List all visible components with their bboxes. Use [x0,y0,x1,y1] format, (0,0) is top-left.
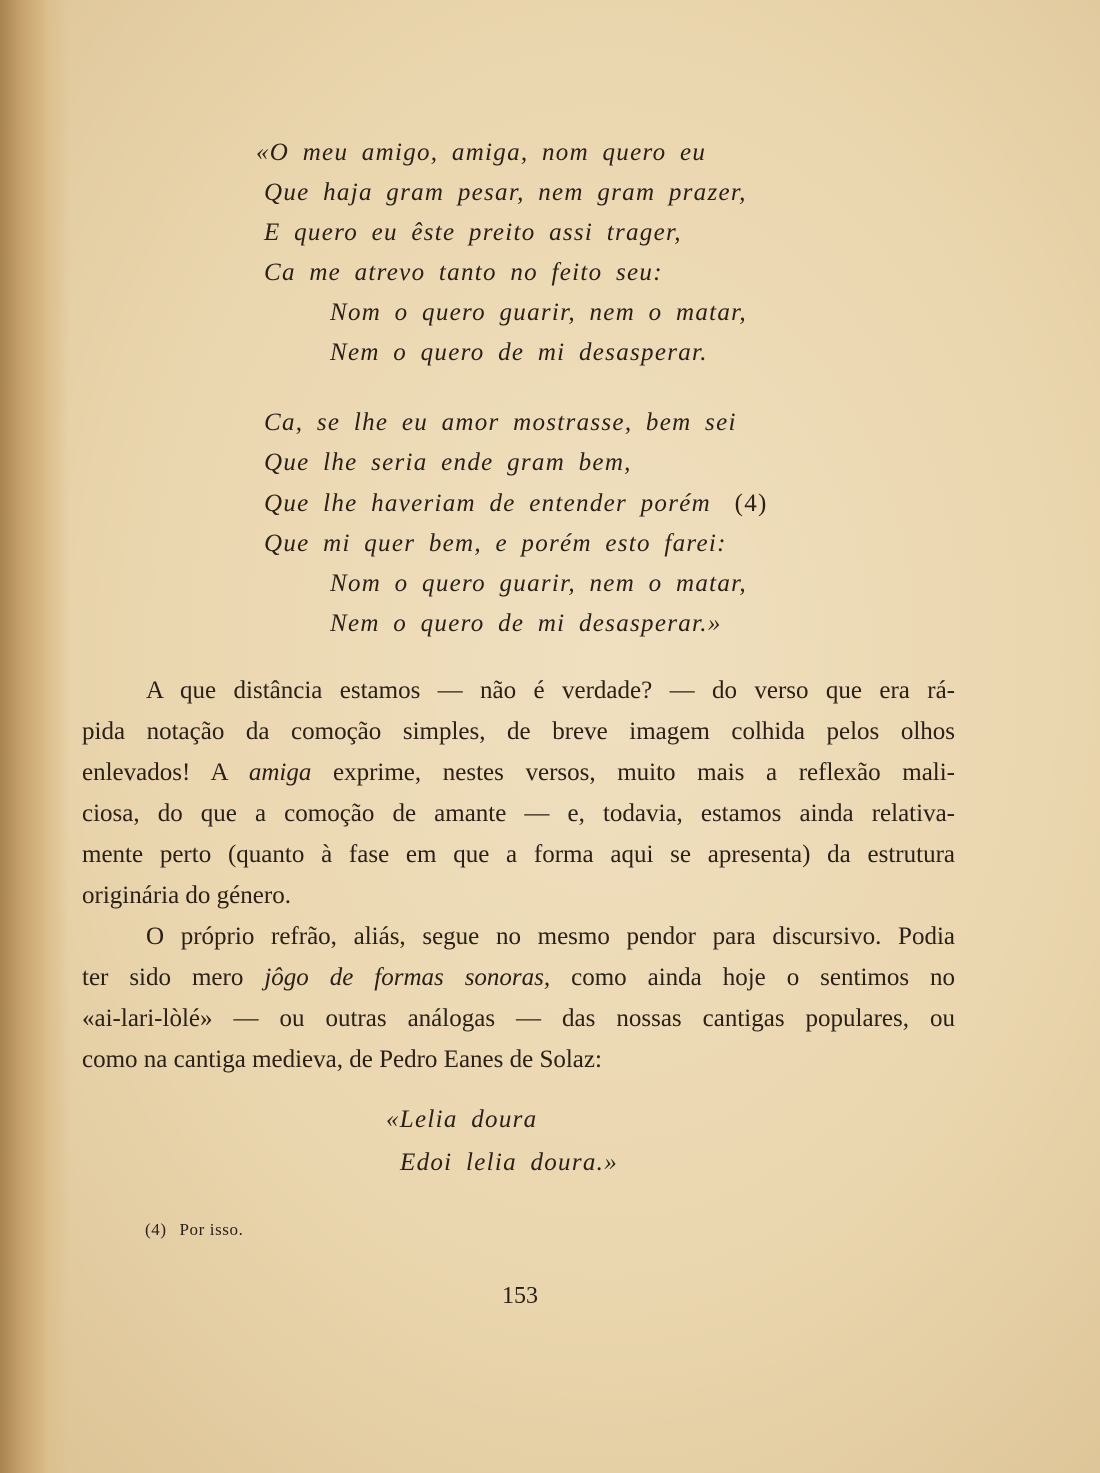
emphasis: jôgo de formas sonoras, [264,964,551,991]
verse-line: Nom o quero guarir, nem o matar, [330,570,747,597]
verse-text: Que lhe haveriam de entender porém [264,490,712,517]
footnote-reference: (4) [734,490,768,517]
text-line: como na cantiga medieva, de Pedro Eanes de Solaz: [82,1046,602,1073]
page-number: 153 [502,1283,538,1309]
verse-line: E quero eu êste preito assi trager, [264,219,682,246]
book-spine-shadow [0,0,70,1473]
emphasis: amiga [248,759,312,786]
verse-line: Que mi quer bem, e porém esto farei: [264,530,727,557]
footnote-text: Por isso. [179,1220,244,1239]
text-line: ciosa, do que a comoção de amante — e, todavia, estamos ainda relativa- [82,800,955,827]
footnote-mark: (4) [145,1220,167,1239]
verse-line: Nem o quero de mi desasperar. [330,339,708,366]
text-line [82,958,955,998]
text-line: pida notação da comoção simples, de breve imagem colhida pelos olhos [82,718,955,745]
verse-line: Ca, se lhe eu amor mostrasse, bem sei [264,409,737,436]
verse-line: Nom o quero guarir, nem o matar, [330,299,747,326]
text-run: enlevados! A [82,759,228,786]
text-line: originária do género. [82,882,291,909]
verse-line: Edoi lelia doura.» [400,1149,619,1176]
text-line: mente perto (quanto à fase em que a forma aqui se apresenta) da estrutura [82,841,955,868]
verse-line: Que lhe seria ende gram bem, [264,449,632,476]
verse-line: Que haja gram pesar, nem gram prazer, [264,179,747,206]
verse-line [264,484,768,524]
text-line: A que distância estamos — não é verdade? — do verso que era rá- [146,677,955,704]
text-line [82,753,955,793]
verse-line: «Lelia doura [386,1106,538,1133]
verse-line: «O meu amigo, amiga, nom quero eu [256,139,707,166]
text-line: «ai-lari-lòlé» — ou outras análogas — das nossas cantigas populares, ou [82,1005,955,1032]
verse-line: Nem o quero de mi desasperar.» [330,610,722,637]
verse-line: Ca me atrevo tanto no feito seu: [264,259,663,286]
text-line: O próprio refrão, aliás, segue no mesmo pendor para discursivo. Podia [146,923,955,950]
text-run: como ainda hoje o sentimos no [571,964,956,991]
text-run: exprime, nestes versos, muito mais a reflexão mali- [332,759,956,786]
text-run: ter sido mero [82,964,244,991]
footnote [145,1220,243,1240]
